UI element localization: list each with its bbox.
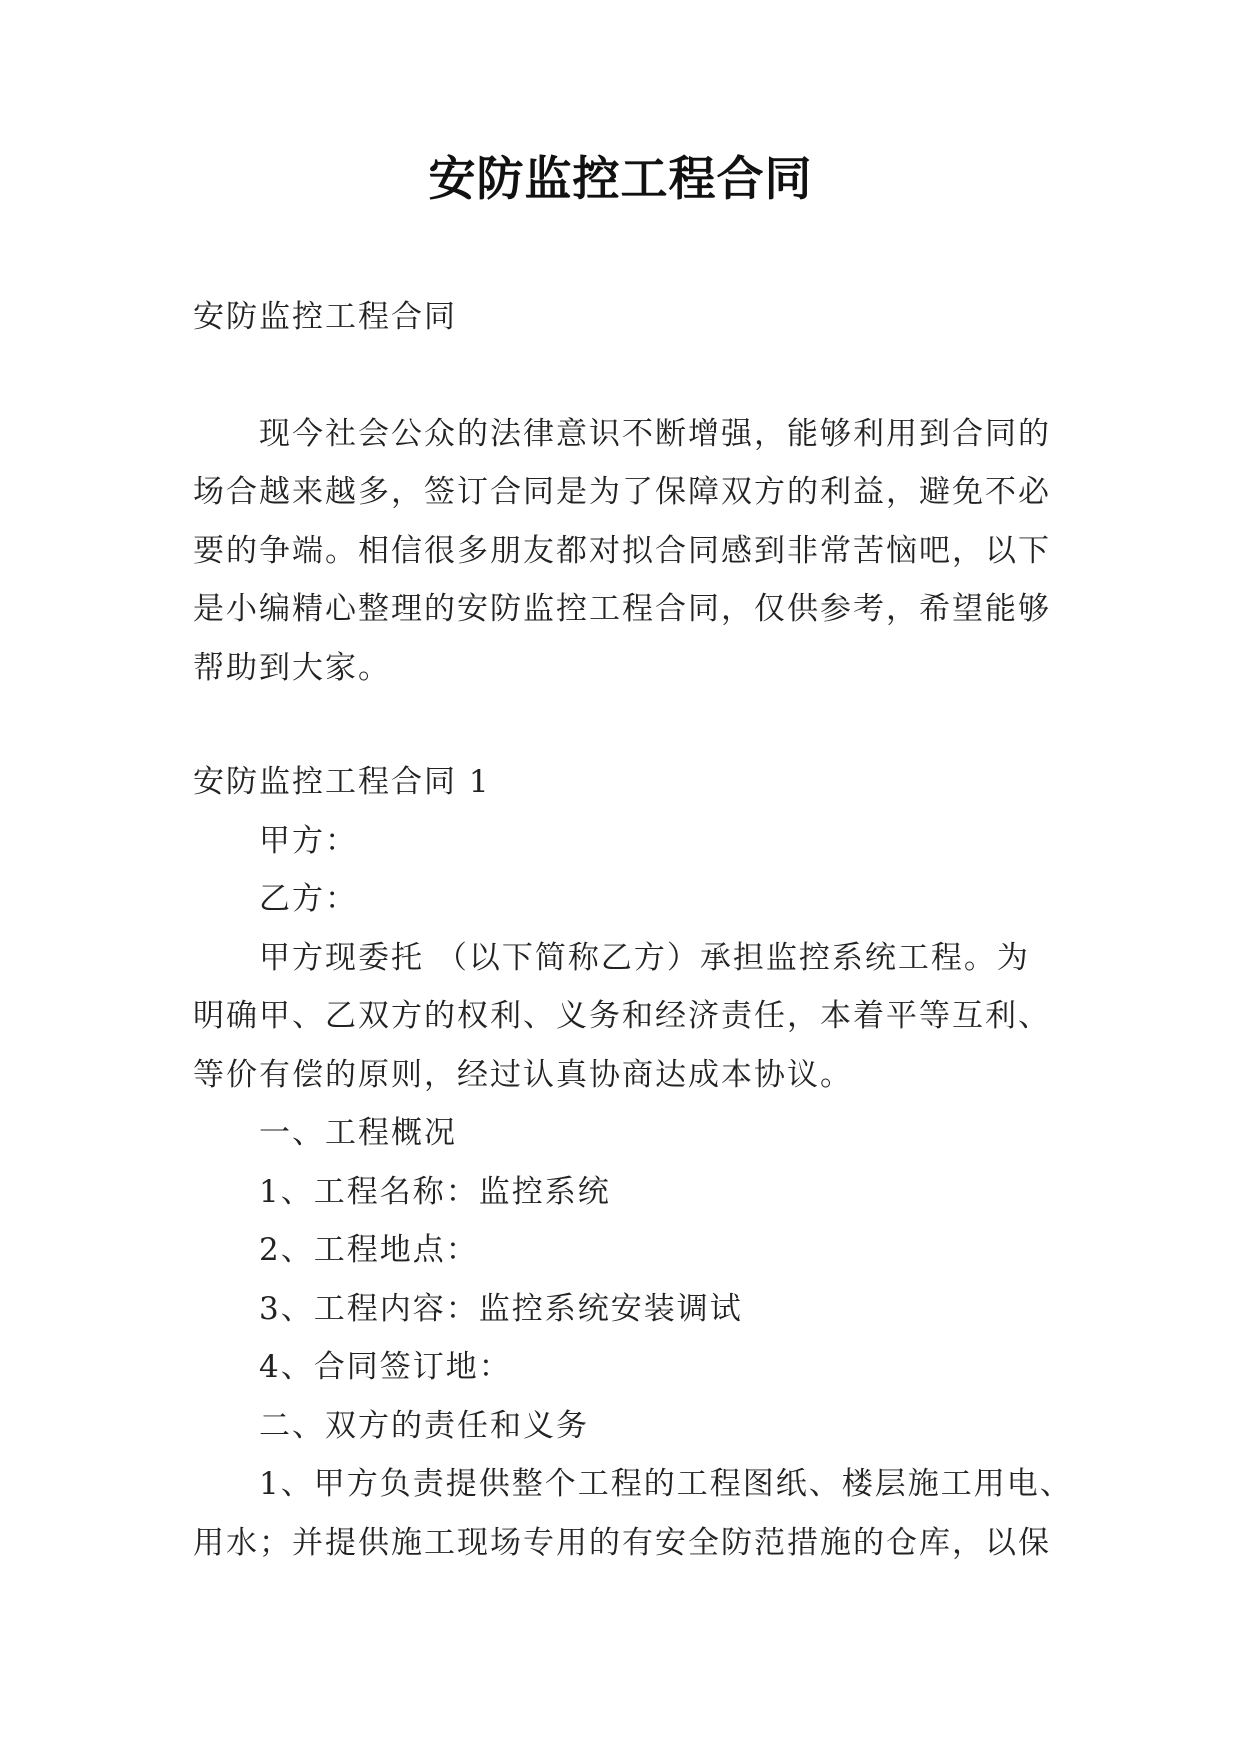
project-item: 3、工程内容：监控系统安装调试 xyxy=(259,1290,743,1327)
project-item: 2、工程地点： xyxy=(259,1232,479,1268)
entrust-line: 等价有偿的原则，经过认真协商达成本协议。 xyxy=(193,1056,853,1093)
intro-line: 场合越来越多，签订合同是为了保障双方的利益，避免不必 xyxy=(193,474,1051,510)
intro-line: 帮助到大家。 xyxy=(193,649,391,686)
section-1-title: 一、工程概况 xyxy=(259,1115,457,1151)
document-body xyxy=(193,288,1083,1572)
contract-section xyxy=(193,753,1083,1572)
responsibility-line: 1、甲方负责提供整个工程的工程图纸、楼层施工用电、 xyxy=(259,1466,1073,1502)
intro-line: 要的争端。相信很多朋友都对拟合同感到非常苦恼吧，以下 xyxy=(193,532,1051,569)
project-item: 1、工程名称：监控系统 xyxy=(259,1173,611,1210)
party-b-label: 乙方： xyxy=(259,881,358,917)
document-title: 安防监控工程合同 xyxy=(428,152,813,207)
intro-paragraph xyxy=(193,405,1083,698)
intro-line: 现今社会公众的法律意识不断增强，能够利用到合同的 xyxy=(259,415,1051,452)
party-a-label: 甲方： xyxy=(259,822,358,859)
project-item: 4、合同签订地： xyxy=(259,1349,512,1385)
entrust-line: 甲方现委托 （以下简称乙方）承担监控系统工程。为 xyxy=(259,939,1030,976)
contract-heading: 安防监控工程合同 1 xyxy=(193,764,491,800)
document-subtitle: 安防监控工程合同 xyxy=(193,299,457,335)
responsibility-line: 用水；并提供施工现场专用的有安全防范措施的仓库，以保 xyxy=(193,1524,1051,1561)
entrust-line: 明确甲、乙双方的权利、义务和经济责任，本着平等互利、 xyxy=(193,998,1051,1034)
intro-line: 是小编精心整理的安防监控工程合同，仅供参考，希望能够 xyxy=(193,591,1051,627)
section-2-title: 二、双方的责任和义务 xyxy=(259,1407,589,1444)
